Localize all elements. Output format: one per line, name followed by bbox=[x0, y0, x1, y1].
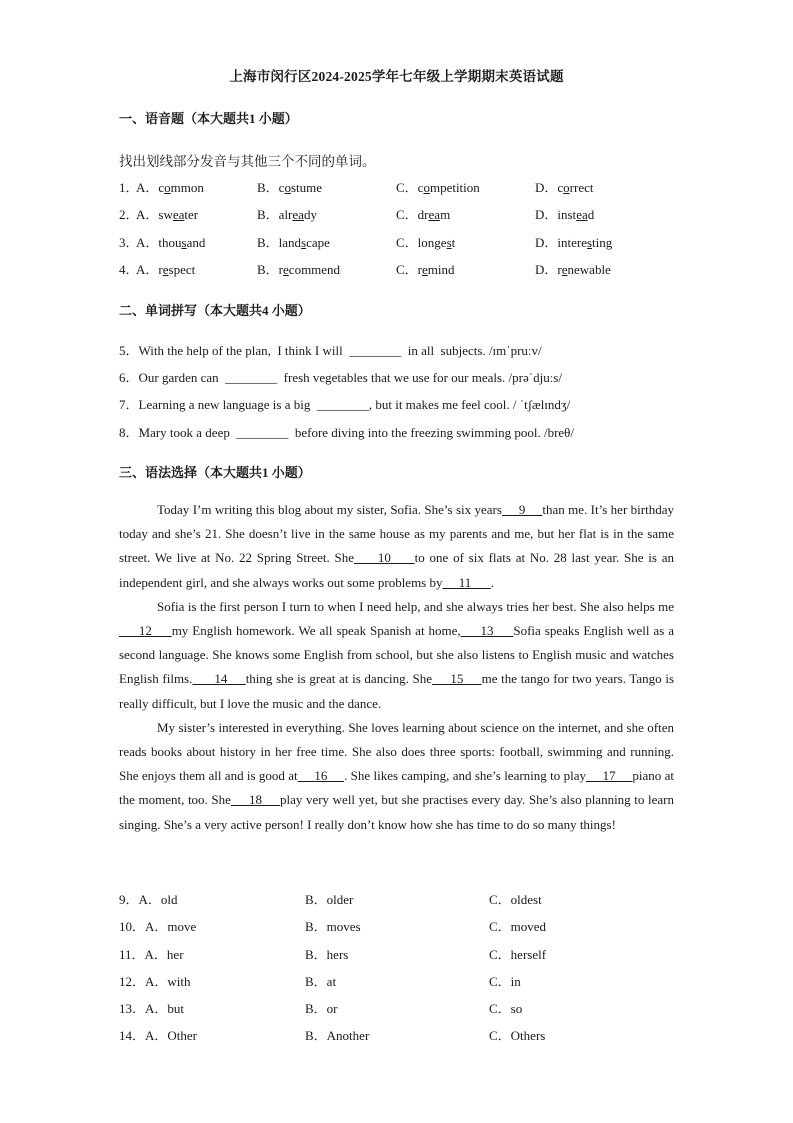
answer-option[interactable] bbox=[396, 204, 450, 223]
underlined-letters: o bbox=[563, 180, 570, 195]
underlined-letters: ea bbox=[172, 207, 185, 222]
option-word-part: mind bbox=[427, 262, 455, 277]
question-number: 1． bbox=[119, 180, 139, 195]
option-word-part: r bbox=[417, 262, 423, 277]
option-word-part: alr bbox=[278, 207, 293, 222]
blank-15[interactable]: 15 bbox=[432, 671, 482, 687]
option-word-part: longe bbox=[417, 235, 447, 250]
passage-text: Sofia is the first person I turn to when I need help, and she always tries her best. She also helps me bbox=[157, 598, 674, 614]
choice-row bbox=[119, 998, 679, 1016]
option-word-part: dy bbox=[303, 207, 317, 222]
choice-c[interactable]: C．herself bbox=[489, 947, 547, 962]
option-letter: D． bbox=[535, 235, 558, 250]
passage-text: . She likes camping, and she’s learning to play bbox=[344, 768, 586, 784]
choice-a[interactable] bbox=[119, 971, 191, 990]
question-number: 7． bbox=[119, 397, 139, 412]
option-letter: B． bbox=[257, 180, 279, 195]
section-1-instruction: 找出划线部分发音与其他三个不同的单词。 bbox=[119, 154, 376, 169]
option-word-part: ting bbox=[592, 235, 613, 250]
blank-11[interactable]: 11 bbox=[442, 574, 491, 590]
option-letter: C． bbox=[396, 235, 418, 250]
reading-passage bbox=[119, 498, 674, 837]
option-letter: D． bbox=[535, 180, 558, 195]
option-word-part: r bbox=[158, 262, 163, 277]
question-number: 8． bbox=[119, 425, 139, 440]
passage-text: piano at the moment, too. She bbox=[119, 768, 674, 808]
question-text: in all subjects. /ɪmˈpruːv/ bbox=[401, 343, 542, 358]
choice-a[interactable] bbox=[119, 1025, 197, 1044]
choice-c[interactable]: C．in bbox=[489, 974, 521, 989]
option-word-part: commend bbox=[288, 262, 341, 277]
spelling-question bbox=[119, 422, 574, 441]
option-letter: D． bbox=[535, 207, 558, 222]
section-2-heading: 二、单词拼写（本大题共4 小题） bbox=[119, 303, 311, 318]
answer-option[interactable] bbox=[535, 259, 611, 278]
blank-12[interactable]: 12 bbox=[119, 623, 172, 639]
answer-option[interactable] bbox=[535, 204, 594, 223]
answer-option[interactable] bbox=[257, 232, 330, 251]
question-row bbox=[119, 204, 679, 222]
choice-b[interactable]: B．at bbox=[305, 974, 337, 989]
question-number: 13． bbox=[119, 1001, 146, 1016]
question-number: 10． bbox=[119, 919, 146, 934]
answer-option[interactable] bbox=[535, 232, 612, 251]
option-text: A．with bbox=[145, 974, 191, 989]
answer-option[interactable] bbox=[136, 177, 204, 196]
underlined-letters: s bbox=[586, 235, 593, 250]
question-number: 3． bbox=[119, 235, 139, 250]
choice-row bbox=[119, 1025, 679, 1043]
choice-a[interactable] bbox=[119, 998, 184, 1017]
option-letter: A． bbox=[136, 180, 159, 195]
option-text: A．but bbox=[145, 1001, 185, 1016]
underlined-letters: o bbox=[164, 180, 171, 195]
option-letter: D． bbox=[535, 262, 558, 277]
page-title: 上海市闵行区2024-2025学年七年级上学期期末英语试题 bbox=[229, 69, 564, 84]
question-text: Learning a new language is a big bbox=[138, 397, 317, 412]
question-text: Our garden can bbox=[138, 370, 226, 385]
option-word-part: r bbox=[557, 262, 562, 277]
section-1-heading: 一、语音题（本大题共1 小题） bbox=[119, 111, 298, 126]
passage-text: My sister’s interested in everything. She loves learning about science on the internet, and she often reads books about history in her free time. She also does three sports: football, swimming and running. She enjoys them all and is good at bbox=[119, 719, 674, 784]
option-word-part: c bbox=[278, 180, 285, 195]
spelling-question bbox=[119, 394, 570, 413]
answer-option[interactable] bbox=[257, 177, 322, 196]
answer-blank[interactable]: ________ bbox=[349, 343, 402, 358]
question-text: before diving into the freezing swimming pool. /breθ/ bbox=[288, 425, 575, 440]
option-letter: B． bbox=[257, 207, 279, 222]
option-word-part: mpetition bbox=[429, 180, 480, 195]
question-number: 5． bbox=[119, 343, 139, 358]
option-letter: C． bbox=[396, 262, 418, 277]
question-row bbox=[119, 232, 679, 250]
passage-text: my English homework. We all speak Spanish at home, bbox=[171, 623, 461, 639]
choice-c[interactable]: C．Others bbox=[489, 1028, 546, 1043]
underlined-letters: e bbox=[162, 262, 169, 277]
question-number: 14． bbox=[119, 1028, 146, 1043]
question-row bbox=[119, 259, 679, 277]
choice-a[interactable] bbox=[119, 944, 184, 963]
choice-b[interactable]: B．older bbox=[305, 892, 354, 907]
underlined-letters: ea bbox=[292, 207, 304, 222]
answer-option[interactable] bbox=[136, 204, 198, 223]
option-text: A．move bbox=[145, 919, 197, 934]
option-word-part: ter bbox=[184, 207, 199, 222]
question-number: 2． bbox=[119, 207, 139, 222]
choice-row bbox=[119, 916, 679, 934]
option-word-part: spect bbox=[168, 262, 196, 277]
choice-c[interactable]: C．moved bbox=[489, 919, 547, 934]
question-text: fresh vegetables that we use for our meals. /prəˈdjuːs/ bbox=[277, 370, 562, 385]
option-letter: A． bbox=[136, 262, 159, 277]
option-word-part: d bbox=[587, 207, 595, 222]
option-word-part: t bbox=[451, 235, 456, 250]
passage-text: play very well yet, but she practises every day. She’s also planning to learn singing. She’s a very active person! I really don’t know how she has time to do so many things! bbox=[119, 792, 674, 832]
option-word-part: sw bbox=[158, 207, 173, 222]
option-word-part: mmon bbox=[170, 180, 204, 195]
question-text: Mary took a deep bbox=[138, 425, 237, 440]
underlined-letters: o bbox=[423, 180, 430, 195]
passage-paragraph-3 bbox=[119, 716, 674, 837]
passage-text: me the tango for two years. Tango is really difficult, but I love the music and the dance. bbox=[119, 671, 675, 711]
underlined-letters: e bbox=[561, 262, 568, 277]
answer-option[interactable] bbox=[136, 232, 205, 251]
underlined-letters: s bbox=[301, 235, 307, 250]
question-text: With the help of the plan, I think I will bbox=[138, 343, 350, 358]
blank-17[interactable]: 17 bbox=[585, 768, 633, 784]
blank-10[interactable]: 10 bbox=[354, 550, 415, 566]
choice-row bbox=[119, 971, 679, 989]
option-letter: B． bbox=[257, 262, 279, 277]
option-word-part: r bbox=[278, 262, 284, 277]
option-word-part: dr bbox=[417, 207, 429, 222]
answer-option[interactable] bbox=[136, 259, 195, 278]
answer-blank[interactable]: ________ bbox=[225, 370, 278, 385]
question-number: 9． bbox=[119, 892, 139, 907]
option-word-part: c bbox=[158, 180, 165, 195]
choice-c[interactable]: C．so bbox=[489, 1001, 523, 1016]
passage-text: thing she is great at is dancing. She bbox=[245, 671, 432, 687]
option-word-part: rrect bbox=[569, 180, 594, 195]
option-word-part: thou bbox=[158, 235, 182, 250]
passage-paragraph-2 bbox=[119, 595, 674, 716]
spelling-question bbox=[119, 367, 562, 386]
question-number: 12． bbox=[119, 974, 146, 989]
question-text: , but it makes me feel cool. / ˈtʃælɪndʒ/ bbox=[368, 397, 571, 412]
answer-option[interactable] bbox=[535, 177, 593, 196]
choice-a[interactable] bbox=[119, 889, 178, 908]
option-word-part: intere bbox=[557, 235, 587, 250]
choice-b[interactable]: B．Another bbox=[305, 1028, 370, 1043]
option-text: A．old bbox=[138, 892, 178, 907]
answer-option[interactable] bbox=[396, 232, 455, 251]
question-number: 6． bbox=[119, 370, 139, 385]
question-row bbox=[119, 177, 679, 195]
passage-text: Sofia speaks English well as a second language. She knows some English from school, but she also listens to English music and watches English films. bbox=[119, 623, 675, 687]
passage-paragraph-1 bbox=[119, 498, 674, 595]
underlined-letters: o bbox=[284, 180, 291, 195]
choice-row bbox=[119, 889, 679, 907]
blank-14[interactable]: 14 bbox=[192, 671, 246, 687]
option-word-part: and bbox=[186, 235, 206, 250]
answer-option[interactable] bbox=[396, 259, 455, 278]
underlined-letters: e bbox=[422, 262, 428, 277]
question-number: 11． bbox=[119, 947, 145, 962]
underlined-letters: ea bbox=[576, 207, 588, 222]
passage-text: to one of six flats at No. 28 last year. She is an independent girl, and she always works out some problems by bbox=[119, 550, 674, 590]
question-number: 4． bbox=[119, 262, 139, 277]
option-word-part: c bbox=[557, 180, 564, 195]
option-letter: C． bbox=[396, 180, 418, 195]
option-text: A．Other bbox=[145, 1028, 198, 1043]
answer-blank[interactable]: ________ bbox=[236, 425, 289, 440]
option-text: A．her bbox=[144, 947, 184, 962]
blank-9[interactable]: 9 bbox=[501, 502, 543, 517]
choice-a[interactable] bbox=[119, 916, 196, 935]
answer-blank[interactable]: ________ bbox=[316, 397, 369, 412]
choice-c[interactable]: C．oldest bbox=[489, 892, 542, 907]
blank-18[interactable]: 18 bbox=[230, 792, 280, 808]
choice-b[interactable]: B．or bbox=[305, 1001, 338, 1016]
option-word-part: stume bbox=[290, 180, 323, 195]
underlined-letters: e bbox=[283, 262, 289, 277]
answer-option[interactable] bbox=[396, 177, 480, 196]
passage-text: . bbox=[490, 574, 495, 590]
answer-option[interactable] bbox=[257, 259, 340, 278]
choice-b[interactable]: B．hers bbox=[305, 947, 349, 962]
underlined-letters: s bbox=[446, 235, 452, 250]
option-letter: A． bbox=[136, 207, 159, 222]
spelling-question bbox=[119, 340, 542, 359]
option-word-part: c bbox=[417, 180, 424, 195]
choice-row bbox=[119, 944, 679, 962]
answer-option[interactable] bbox=[257, 204, 317, 223]
option-word-part: cape bbox=[306, 235, 330, 250]
option-letter: B． bbox=[257, 235, 279, 250]
blank-16[interactable]: 16 bbox=[297, 768, 345, 784]
blank-13[interactable]: 13 bbox=[460, 623, 514, 639]
passage-text: than me. It’s her birthday today and she’s 21. She doesn’t live in the same house as my parents and me, but her flat is in the same street. We live at No. 22 Spring Street. She bbox=[119, 502, 674, 566]
underlined-letters: ea bbox=[428, 207, 441, 222]
option-letter: C． bbox=[396, 207, 418, 222]
option-letter: A． bbox=[136, 235, 159, 250]
option-word-part: inst bbox=[557, 207, 577, 222]
passage-text: Today I’m writing this blog about my sister, Sofia. She’s six years bbox=[157, 502, 502, 517]
option-word-part: newable bbox=[567, 262, 611, 277]
option-word-part: m bbox=[440, 207, 451, 222]
section-3-heading: 三、语法选择（本大题共1 小题） bbox=[119, 465, 311, 480]
choice-b[interactable]: B．moves bbox=[305, 919, 361, 934]
option-word-part: land bbox=[278, 235, 302, 250]
underlined-letters: s bbox=[181, 235, 187, 250]
